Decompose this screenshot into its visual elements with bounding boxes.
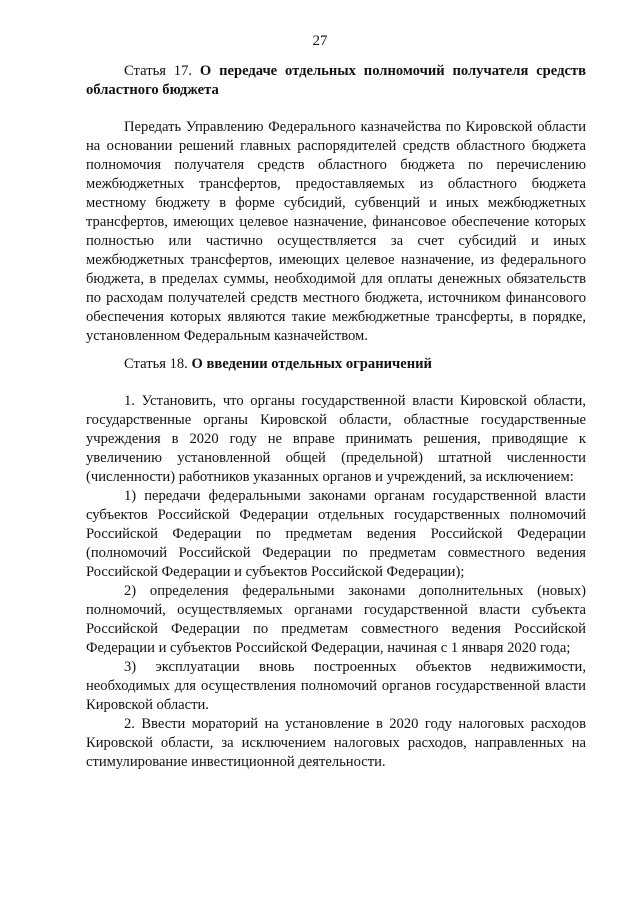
article-17-prefix: Статья 17. <box>124 63 193 79</box>
article-18-item-1: 1) передачи федеральными законами органам государственной власти субъектов Российской Федерации отдельных государственных полномочий Российской Федерации по предметам ведения Российской Федерации (полномочий Российской Федерации по предметам совместного ведения Российской Федерации и субъектов Российской Федерации); <box>86 488 586 580</box>
article-18-item-3: 3) эксплуатации вновь построенных объектов недвижимости, необходимых для осуществления полномочий органов государственной власти Кировской области. <box>86 659 586 713</box>
article-17-heading <box>86 62 586 100</box>
article-18-item-2: 2) определения федеральными законами дополнительных (новых) полномочий, осуществляемых органами государственной власти субъекта Российской Федерации по предметам совместного ведения Российской Федерации и субъектов Российской Федерации, начиная с 1 января 2020 года; <box>86 583 586 656</box>
article-17-body <box>86 118 586 346</box>
article-18-heading <box>86 355 586 374</box>
article-18-title: О введении отдельных ограничений <box>191 356 432 372</box>
article-17-title: О передаче отдельных полномочий получателя средств областного бюджета <box>86 63 586 98</box>
article-18-paragraph-1: 1. Установить, что органы государственной власти Кировской области, государственные органы Кировской области, областные государственные учреждения в 2020 году не вправе принимать решения, приводящие к увеличению установленной общей (предельной) штатной численности (численности) работников указанных органов и учреждений, за исключением: <box>86 393 586 485</box>
article-18-paragraph-2: 2. Ввести мораторий на установление в 2020 году налоговых расходов Кировской области, за исключением налоговых расходов, направленных на стимулирование инвестиционной деятельности. <box>86 716 586 770</box>
article-18-prefix: Статья 18. <box>124 356 188 372</box>
page-number: 27 <box>312 33 328 49</box>
article-17-paragraph: Передать Управлению Федерального казначейства по Кировской области на основании решений главных распорядителей средств областного бюджета полномочия получателя средств областного бюджета по перечислению межбюджетных трансфертов, предоставляемых из областного бюджета местному бюджету в форме субсидий, субвенций и иных межбюджетных трансфертов, имеющих целевое назначение, финансовое обеспечение которых полностью или частично осуществляется за счет субсидий и иных межбюджетных трансфертов, имеющих целевое назначение, из федерального бюджета, в пределах суммы, необходимой для оплаты денежных обязательств по расходам получателей средств местного бюджета, источником финансового обеспечения которых являются такие межбюджетные трансферты, в порядке, установленном Федеральным казначейством. <box>86 119 586 344</box>
article-18-body <box>86 392 586 772</box>
